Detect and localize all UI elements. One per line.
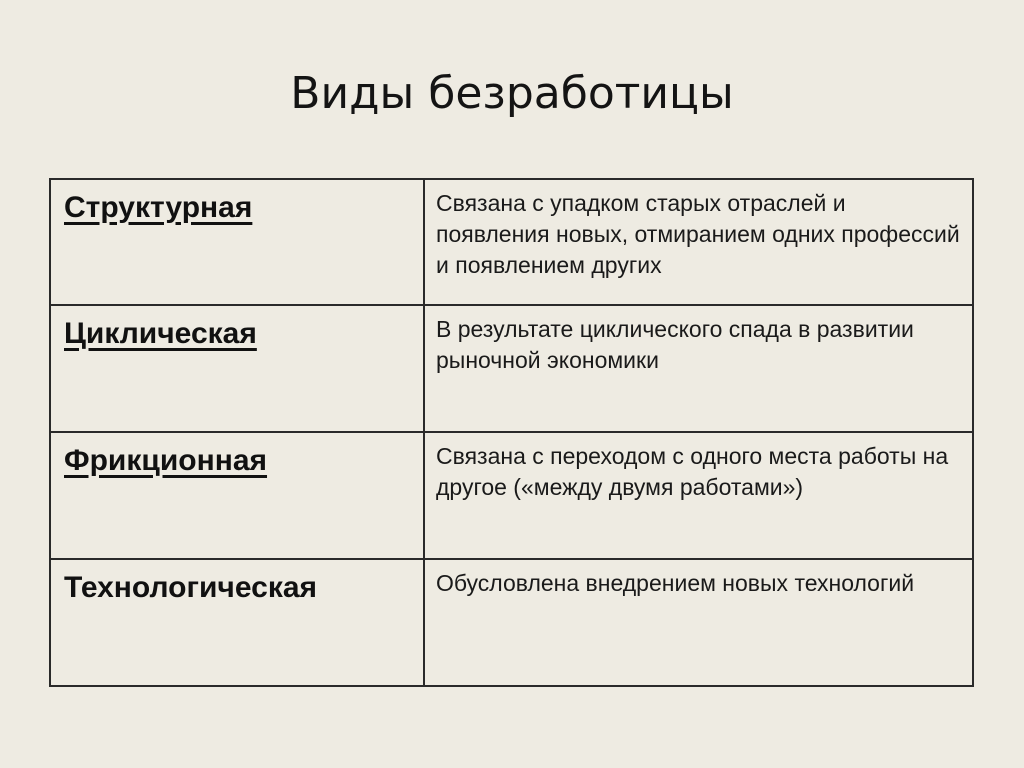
description-cell [424,179,973,305]
description-cell [424,559,973,686]
type-cell [50,179,424,305]
description-cell [424,305,973,432]
slide-title: Виды безработицы [290,68,734,119]
type-cell [50,432,424,559]
type-cell [50,559,424,686]
type-description: В результате циклического спада в развитии рыночной экономики [436,316,914,373]
type-name: Технологическая [64,571,318,604]
table-row [50,559,973,686]
table-row [50,305,973,432]
type-name: Структурная [64,191,253,224]
type-description: Связана с упадком старых отраслей и появления новых, отмиранием одних профессий и появлением других [436,190,960,278]
type-cell [50,305,424,432]
type-name: Циклическая [64,317,257,350]
type-description: Связана с переходом с одного места работы на другое («между двумя работами») [436,443,949,500]
description-cell [424,432,973,559]
type-description: Обусловлена внедрением новых технологий [436,570,915,596]
table-row [50,179,973,305]
type-name: Фрикционная [64,444,268,477]
unemployment-types-table [49,178,974,687]
table-row [50,432,973,559]
